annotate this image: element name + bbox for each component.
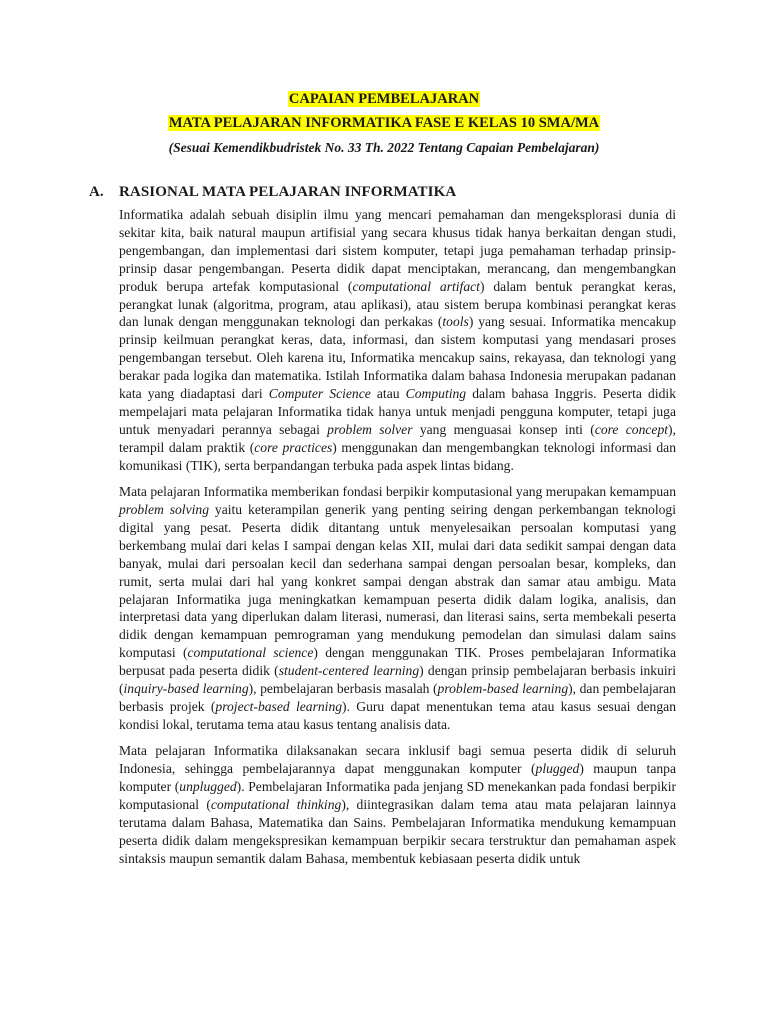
p2-text: Mata pelajaran Informatika memberikan fondasi berpikir komputasional yang merupakan kemampuan (119, 484, 676, 500)
p1-text: Informatika adalah sebuah disiplin ilmu yang mencari pemahaman dan mengeksplorasi dunia di sekitar kita, baik natural maupun artifisial yang secara khusus tidak hanya berkaitan dengan studi, pengembangan, dan implementasi dari sistem komputer, tetapi juga pemahaman terhadap prinsip-prinsip dasar pengembangan. Peserta didik dapat menciptakan, merancang, dan mengembangkan produk berupa artefak komputasional ( (119, 207, 676, 294)
document-header (0, 90, 768, 157)
p2-term: project-based learning (215, 698, 343, 714)
p3-term: plugged (535, 761, 580, 777)
p1-text: yang menguasai konsep inti ( (412, 421, 595, 437)
p1-term: core practices (254, 439, 333, 455)
section-letter: A. (89, 184, 104, 200)
p3-text: ). Pembelajaran Informatika pada jenjang SD menekankan pada fondasi berpikir komputasional ( (119, 779, 676, 812)
p3-text: Mata pelajaran Informatika dilaksanakan secara inklusif bagi semua peserta didik di seluruh Indonesia, sehingga pembelajarannya dapat menggunakan komputer ( (119, 743, 676, 777)
p1-text: ) menggunakan dan mengembangkan teknologi informasi dan komunikasi (TIK), serta berpandangan terbuka pada aspek lintas bidang. (119, 439, 676, 473)
document-title: CAPAIAN PEMBELAJARAN (288, 91, 480, 107)
section-heading (89, 182, 456, 202)
p2-text: ), dan pembelajaran berbasis projek ( (119, 681, 676, 714)
p2-text: ) dengan menggunakan TIK. Proses pembelajaran Informatika berpusat pada peserta didik ( (119, 645, 676, 679)
p3-term: computational thinking (210, 797, 342, 812)
p2-text: ). Guru dapat menentukan tema atau kasus sesuai dengan kondisi lokal, terutama tema atau kasus tentang analisis data. (119, 698, 676, 732)
p1-text: atau (370, 386, 406, 402)
document-subject: MATA PELAJARAN INFORMATIKA FASE E KELAS 10 SMA/MA (168, 115, 600, 131)
p2-text: ) dengan prinsip pembelajaran berbasis inkuiri ( (119, 663, 676, 697)
p1-text: ) yang sesuai. Informatika mencakup prinsip keilmuan perangkat keras, data, informasi, dan sistem komputasi yang mendasari proses pengembangan tersebut. Oleh karena itu, Informatika mencakup sains, rekayasa, dan teknologi yang berakar pada logika dan matematika. Istilah Informatika dalam bahasa Indonesia merupakan padanan kata yang diadaptasi dari (119, 314, 676, 402)
section-title: RASIONAL MATA PELAJARAN INFORMATIKA (119, 184, 457, 200)
p3-term: unplugged (179, 779, 237, 795)
p1-term: core concept (594, 421, 669, 437)
section-body (119, 206, 676, 876)
p2-term: inquiry-based learning (123, 681, 249, 697)
document-reference: (Sesuai Kemendikbudristek No. 33 Th. 2022 Tentang Capaian Pembelajaran) (168, 140, 600, 155)
paragraph-3 (119, 742, 676, 867)
p1-term: tools (442, 314, 469, 330)
paragraph-1 (119, 206, 676, 475)
p2-term: problem-based learning (437, 681, 569, 697)
p1-term: Computer Science (268, 386, 371, 402)
p1-text: dalam bahasa Inggris. Peserta didik mempelajari mata pelajaran Informatika tidak hanya untuk menjadi pengguna komputer, tetapi juga untuk menyadari perannya sebagai (119, 386, 676, 437)
p1-term: computational artifact (352, 278, 480, 294)
title-line (0, 90, 768, 114)
p1-text: ), terampil dalam praktik ( (119, 421, 676, 455)
p2-text: yaitu keterampilan generik yang penting seiring dengan perkembangan teknologi digital yang pesat. Peserta didik ditantang untuk menyelesaikan persoalan komputasi yang berkembang mulai dari kelas I sampai dengan kelas XII, mulai dari data sedikit sampai dengan data banyak, mulai dari persoalan kecil dan sederhana sampai dengan persoalan besar, kompleks, dan rumit, serta mulai dari hal yang konkret sampai dengan abstrak dan samar atau ambigu. Mata pelajaran Informatika juga meningkatkan kemampuan peserta didik dalam logika, analisis, dan interpretasi data yang diperlukan dalam literasi, numerasi, dan literasi sains, serta membekali peserta didik dengan kemampuan pemrograman yang mendukung pemodelan dan simulasi dalam sains komputasi ( (119, 502, 676, 661)
subject-line (0, 114, 768, 138)
p3-text: ), diintegrasikan dalam tema atau mata pelajaran lainnya terutama dalam Bahasa, Matematika dan Sains. Pembelajaran Informatika mendukung kemampuan peserta didik dalam mengekspresikan kemampuan berpikir secara terstruktur dan pemahaman aspek sintaksis maupun semantik dalam Bahasa, membentuk kebiasaan peserta didik untuk (119, 797, 676, 866)
p2-text: ), pembelajaran berbasis masalah ( (248, 681, 438, 697)
paragraph-2 (119, 483, 676, 734)
p1-text: ) dalam bentuk perangkat keras, perangkat lunak (algoritma, program, atau aplikasi), atau sistem berupa kombinasi perangkat keras dan lunak dengan menggunakan teknologi dan perkakas ( (119, 278, 676, 330)
p1-term: Computing (405, 386, 467, 402)
p2-term: problem solving (119, 502, 209, 517)
p2-term: student-centered learning (278, 663, 420, 679)
p1-term: problem solver (327, 421, 413, 437)
p3-text: ) maupun tanpa komputer ( (119, 761, 676, 795)
p2-term: computational science (187, 645, 314, 661)
